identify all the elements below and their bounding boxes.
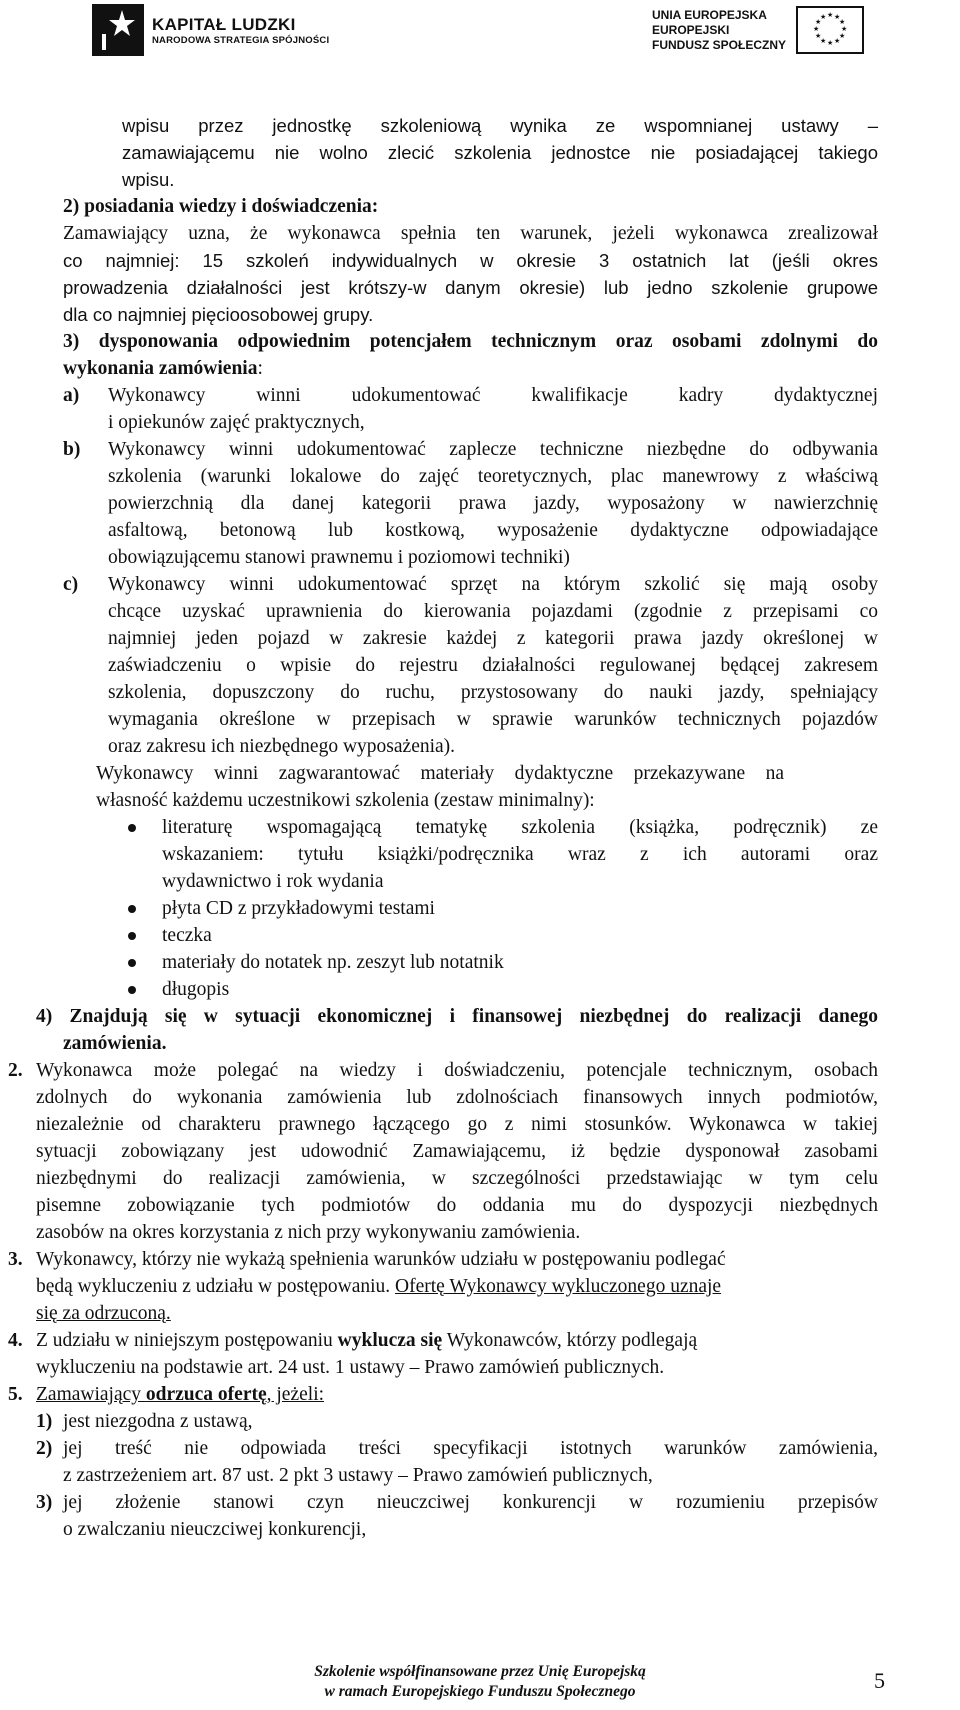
text: będą wykluczeniu z udziału w postępowaniu. — [36, 1276, 396, 1297]
eu-line2: EUROPEJSKI — [651, 22, 730, 37]
svg-text:★: ★ — [813, 25, 820, 33]
list-item: jest niezgodna z ustawą, — [63, 1411, 253, 1432]
svg-text:★: ★ — [820, 13, 827, 21]
list-label: 2) — [36, 1438, 53, 1459]
svg-text:★: ★ — [827, 39, 834, 47]
list-label: b) — [63, 439, 81, 460]
text-line: zaświadczeniu o wpisie do rejestru działalności regulowanej będącej zakresem — [108, 655, 878, 676]
bold-text: wykonania zamówienia — [63, 358, 258, 379]
text-line: chcące uzyskać uprawnienia do kierowania pojazdami (zgodnie z przepisami co — [108, 601, 878, 622]
eu-line1: UNIA EUROPEJSKA — [651, 7, 767, 22]
svg-text:★: ★ — [834, 37, 841, 45]
svg-text:★: ★ — [839, 32, 846, 40]
footer-line1: Szkolenie współfinansowane przez Unię Europejską — [314, 1663, 646, 1680]
bullet-icon — [128, 986, 136, 994]
text-line: Wykonawcy winni zagwarantować materiały dydaktyczne przekazywane na — [96, 763, 784, 784]
list-label: a) — [63, 385, 80, 406]
text-line: Wykonawcy winni udokumentować sprzęt na którym szkolić się mają osoby — [108, 574, 878, 595]
text-line: zdolnych do wykonania zamówienia lub zdolnościach finansowych innych podmiotów, — [36, 1087, 878, 1108]
section-heading: 3) dysponowania odpowiednim potencjałem technicznym oraz osobami zdolnymi do — [63, 331, 878, 352]
list-item: z zastrzeżeniem art. 87 ust. 2 pkt 3 ustawy – Prawo zamówień publicznych, — [63, 1465, 653, 1486]
underlined-text: się za odrzuconą. — [36, 1303, 171, 1324]
list-item: jej złożenie stanowi czyn nieuczciwej konkurencji w rozumieniu przepisów — [63, 1492, 878, 1513]
svg-text:★: ★ — [841, 25, 848, 33]
eu-flag-icon — [796, 6, 864, 54]
bold-text: odrzuca ofertę — [145, 1384, 267, 1405]
text-line — [36, 1381, 324, 1408]
list-label: c) — [63, 574, 79, 595]
text-line: niezbędnymi do realizacji zamówienia, w szczególności przedstawiając w tym celu — [36, 1168, 878, 1189]
section-heading: 4) Znajdują się w sytuacji ekonomicznej i finansowej niezbędnej do realizacji danego — [36, 1006, 878, 1027]
text-line: co najmniej: 15 szkoleń indywidualnych w okresie 3 ostatnich lat (jeśli okres — [63, 250, 878, 271]
list-item: płyta CD z przykładowymi testami — [162, 898, 435, 919]
text: Wykonawców, którzy podlegają — [442, 1330, 698, 1351]
text-line: szkolenia (warunki lokalowe do zajęć teoretycznych, plac manewrowy z właściwą — [108, 466, 878, 487]
text: , jeżeli: — [266, 1384, 325, 1405]
text: : — [257, 358, 263, 379]
text-line: Wykonawcy winni udokumentować zaplecze techniczne niezbędne do odbywania — [108, 439, 878, 460]
kapital-ludzki-mark-icon — [92, 4, 144, 56]
svg-text:★: ★ — [827, 11, 834, 19]
text-line — [36, 1273, 721, 1300]
text: Zamawiający — [36, 1384, 146, 1405]
eu-line3: FUNDUSZ SPOŁECZNY — [651, 37, 786, 52]
text-line: własność każdemu uczestnikowi szkolenia (zestaw minimalny): — [96, 790, 595, 811]
text-line: wpisu przez jednostkę szkoleniową wynika ze wspomnianej ustawy – — [122, 115, 878, 136]
svg-text:★: ★ — [834, 13, 841, 21]
text-line: i opiekunów zajęć praktycznych, — [108, 412, 365, 433]
list-label: 3) — [36, 1492, 53, 1513]
text-line: wymagania określone w przepisach w sprawie warunków technicznych pojazdów — [108, 709, 878, 730]
bullet-icon — [128, 905, 136, 913]
text-line — [63, 355, 263, 382]
text-line: Wykonawcy, którzy nie wykażą spełnienia warunków udziału w postępowaniu podlegać — [36, 1249, 726, 1270]
paragraph-number: 4. — [8, 1330, 23, 1351]
list-item: wydawnictwo i rok wydania — [162, 871, 384, 892]
text-line: pisemne zobowiązanie tych podmiotów do oddania mu do dyspozycji niezbędnych — [36, 1195, 878, 1216]
text-line: wykluczeniu na podstawie art. 24 ust. 1 ustawy – Prawo zamówień publicznych. — [36, 1357, 665, 1378]
logo-title: KAPITAŁ LUDZKI — [152, 14, 296, 34]
page-footer — [0, 1662, 960, 1702]
text: Z udziału w niniejszym postępowaniu — [36, 1330, 338, 1351]
text-line: Wykonawcy winni udokumentować kwalifikacje kadry dydaktycznej — [108, 385, 878, 406]
page-header — [0, 0, 960, 64]
list-item: długopis — [162, 979, 230, 1000]
list-item: o zwalczaniu nieuczciwej konkurencji, — [63, 1519, 367, 1540]
bullet-icon — [128, 932, 136, 940]
text-line: sytuacji zobowiązany jest udowodnić Zamawiającemu, iż będzie dysponował zasobami — [36, 1141, 878, 1162]
list-item: teczka — [162, 925, 212, 946]
text-line: szkolenia, dopuszczony do ruchu, przystosowany do nauki jazdy, spełniający — [108, 682, 878, 703]
list-item: literaturę wspomagającą tematykę szkolenia (książka, podręcznik) ze — [162, 817, 878, 838]
text-line: oraz zakresu ich niezbędnego wyposażenia). — [108, 736, 456, 757]
text-line: powierzchnią dla danej kategorii prawa jazdy, wyposażony w nawierzchnię — [108, 493, 878, 514]
text-line: Zamawiający uzna, że wykonawca spełnia ten warunek, jeżeli wykonawca zrealizował — [63, 223, 878, 244]
text-line: niezależnie od charakteru prawnego łączącego go z nimi stosunków. Wykonawca w takiej — [36, 1114, 878, 1135]
footer-line2: w ramach Europejskiego Funduszu Społecznego — [324, 1683, 636, 1700]
bullet-icon — [128, 959, 136, 967]
kapital-ludzki-logo — [92, 4, 329, 56]
paragraph-number: 3. — [8, 1249, 23, 1270]
section-heading: 2) posiadania wiedzy i doświadczenia: — [63, 196, 379, 217]
logo-subtitle: NARODOWA STRATEGIA SPÓJNOŚCI — [152, 34, 330, 46]
text-line: Wykonawca może polegać na wiedzy i doświadczeniu, potencjale technicznym, osobach — [36, 1060, 878, 1081]
svg-text:★: ★ — [820, 37, 827, 45]
bullet-icon — [128, 824, 136, 832]
list-item: materiały do notatek np. zeszyt lub notatnik — [162, 952, 504, 973]
paragraph-number: 5. — [8, 1384, 23, 1405]
section-heading: zamówienia. — [63, 1033, 167, 1054]
text-line: obowiązującemu stanowi prawnemu i poziomowi techniki) — [108, 547, 570, 568]
underlined-text: Ofertę Wykonawcy wykluczonego uznaje — [395, 1276, 722, 1297]
text-line: zamawiającemu nie wolno zlecić szkolenia jednostce nie posiadającej takiego — [122, 142, 878, 163]
list-label: 1) — [36, 1411, 53, 1432]
svg-text:★: ★ — [815, 18, 822, 26]
svg-text:★: ★ — [839, 18, 846, 26]
list-item: jej treść nie odpowiada treści specyfikacji istotnych warunków zamówienia, — [63, 1438, 878, 1459]
text-line — [36, 1327, 697, 1354]
bold-text: wyklucza się — [337, 1330, 443, 1351]
text-line: asfaltową, betonową lub kostkową, wyposażenie dydaktyczne odpowiadające — [108, 520, 878, 541]
text-line: prowadzenia działalności jest krótszy-w danym okresie) lub jedno szkolenie grupowe — [63, 277, 878, 298]
text-line: zasobów na okres korzystania z nich przy wykonywaniu zamówienia. — [36, 1222, 581, 1243]
paragraph-number: 2. — [8, 1060, 23, 1081]
page-number: 5 — [874, 1668, 885, 1693]
list-item: wskazaniem: tytułu książki/podręcznika wraz z ich autorami oraz — [162, 844, 878, 865]
text-line: dla co najmniej pięcioosobowej grupy. — [63, 304, 374, 325]
text-line: wpisu. — [122, 169, 175, 190]
eu-logo — [652, 6, 864, 54]
svg-text:★: ★ — [815, 32, 822, 40]
text-line: najmniej jeden pojazd w zakresie każdej z kategorii prawa jazdy określonej w — [108, 628, 878, 649]
